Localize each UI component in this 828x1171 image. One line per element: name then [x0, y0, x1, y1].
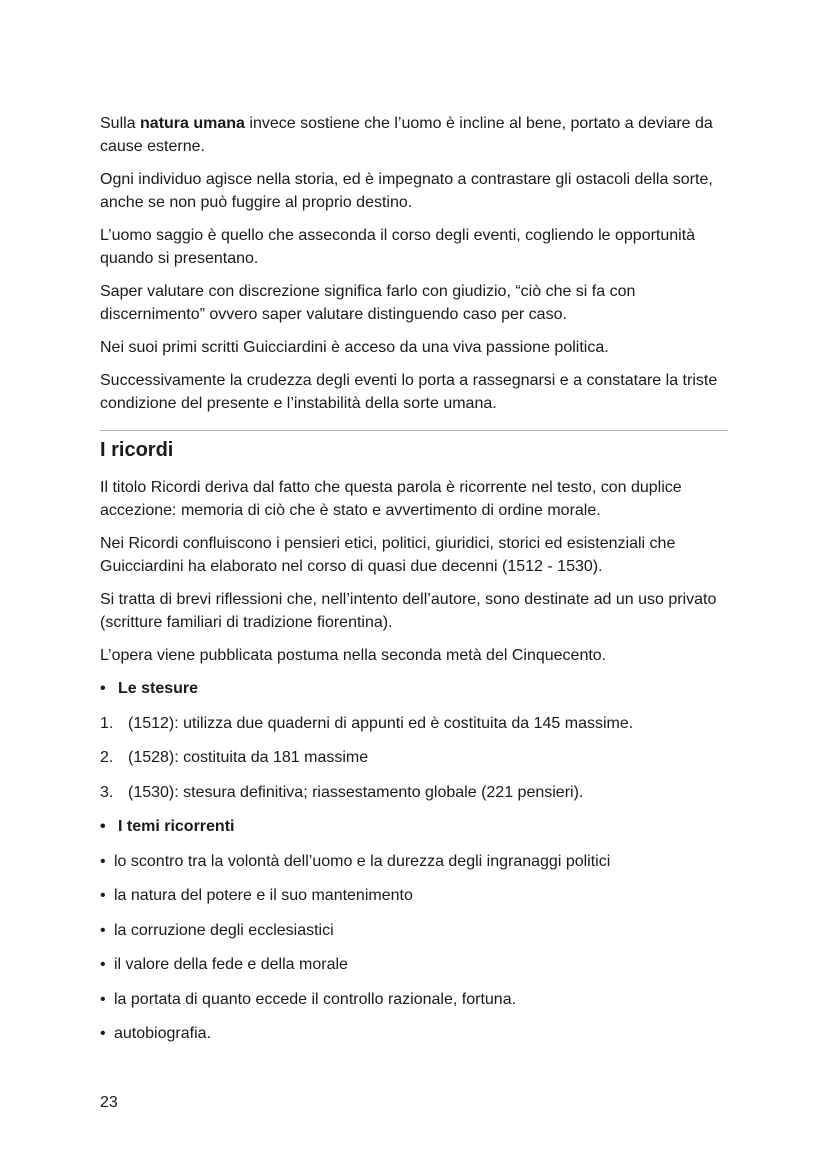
bullet-icon: •: [100, 921, 106, 939]
bullet-icon: •: [100, 956, 106, 973]
paragraph: Nei suoi primi scritti Guicciardini è acceso da una viva passione politica.: [100, 339, 609, 356]
subheading-temi: • I temi ricorrenti: [100, 815, 728, 838]
paragraph: Il titolo Ricordi deriva dal fatto che questa parola è ricorrente nel testo, con duplice accezione: memoria di ciò che è stato e avvertimento di ordine morale.: [100, 479, 682, 519]
section-divider: [100, 430, 728, 431]
list-item: 1. (1512): utilizza due quaderni di appunti ed è costituita da 145 massime.: [100, 712, 728, 735]
bullet-icon: •: [100, 887, 106, 904]
list-item: • la natura del potere e il suo mantenimento: [100, 884, 728, 907]
list-item: • la portata di quanto eccede il controllo razionale, fortuna.: [100, 988, 728, 1011]
list-item: 3. (1530): stesura definitiva; riassestamento globale (221 pensieri).: [100, 781, 728, 804]
bullet-icon: •: [100, 1025, 106, 1042]
paragraph: Saper valutare con discrezione significa farlo con giudizio, “ciò che si fa con discernimento” ovvero saper valutare distinguendo caso per caso.: [100, 283, 636, 323]
section-heading: I ricordi: [100, 439, 174, 461]
paragraph: Ogni individuo agisce nella storia, ed è impegnato a contrastare gli ostacoli della sorte, anche se non può fuggire al proprio destino.: [100, 171, 713, 211]
paragraph: Nei Ricordi confluiscono i pensieri etici, politici, giuridici, storici ed esistenziali che Guicciardini ha elaborato nel corso di quasi due decenni (1512 - 1530).: [100, 535, 676, 575]
list-number: 3.: [100, 783, 114, 801]
paragraph: L’uomo saggio è quello che asseconda il corso degli eventi, cogliendo le opportunità quando si presentano.: [100, 227, 696, 267]
page-number: 23: [100, 1094, 118, 1111]
list-item: • la corruzione degli ecclesiastici: [100, 919, 728, 942]
bullet-icon: •: [100, 818, 106, 835]
list-item: • il valore della fede e della morale: [100, 953, 728, 976]
paragraph: Successivamente la crudezza degli eventi lo porta a rassegnarsi e a constatare la triste condizione del presente e l’instabilità della sorte umana.: [100, 372, 718, 412]
subheading-stesure: • Le stesure: [100, 677, 728, 700]
bold-term: natura umana: [140, 115, 245, 132]
bullet-icon: •: [100, 990, 106, 1008]
paragraph-natura-umana: Sulla natura umana invece sostiene che l’uomo è incline al bene, portato a deviare da cause esterne.: [100, 115, 713, 155]
bullet-icon: •: [100, 680, 106, 697]
paragraph: L’opera viene pubblicata postuma nella seconda metà del Cinquecento.: [100, 647, 607, 664]
bullet-icon: •: [100, 852, 106, 870]
document-page: [100, 112, 728, 1057]
list-item: • lo scontro tra la volontà dell’uomo e la durezza degli ingranaggi politici: [100, 850, 728, 873]
paragraph: Si tratta di brevi riflessioni che, nell’intento dell’autore, sono destinate ad un uso privato (scritture familiari di tradizione fiorentina).: [100, 591, 717, 631]
list-number: 1.: [100, 714, 114, 732]
list-number: 2.: [100, 749, 114, 766]
list-item: 2. (1528): costituita da 181 massime: [100, 746, 728, 769]
list-item: • autobiografia.: [100, 1022, 728, 1045]
